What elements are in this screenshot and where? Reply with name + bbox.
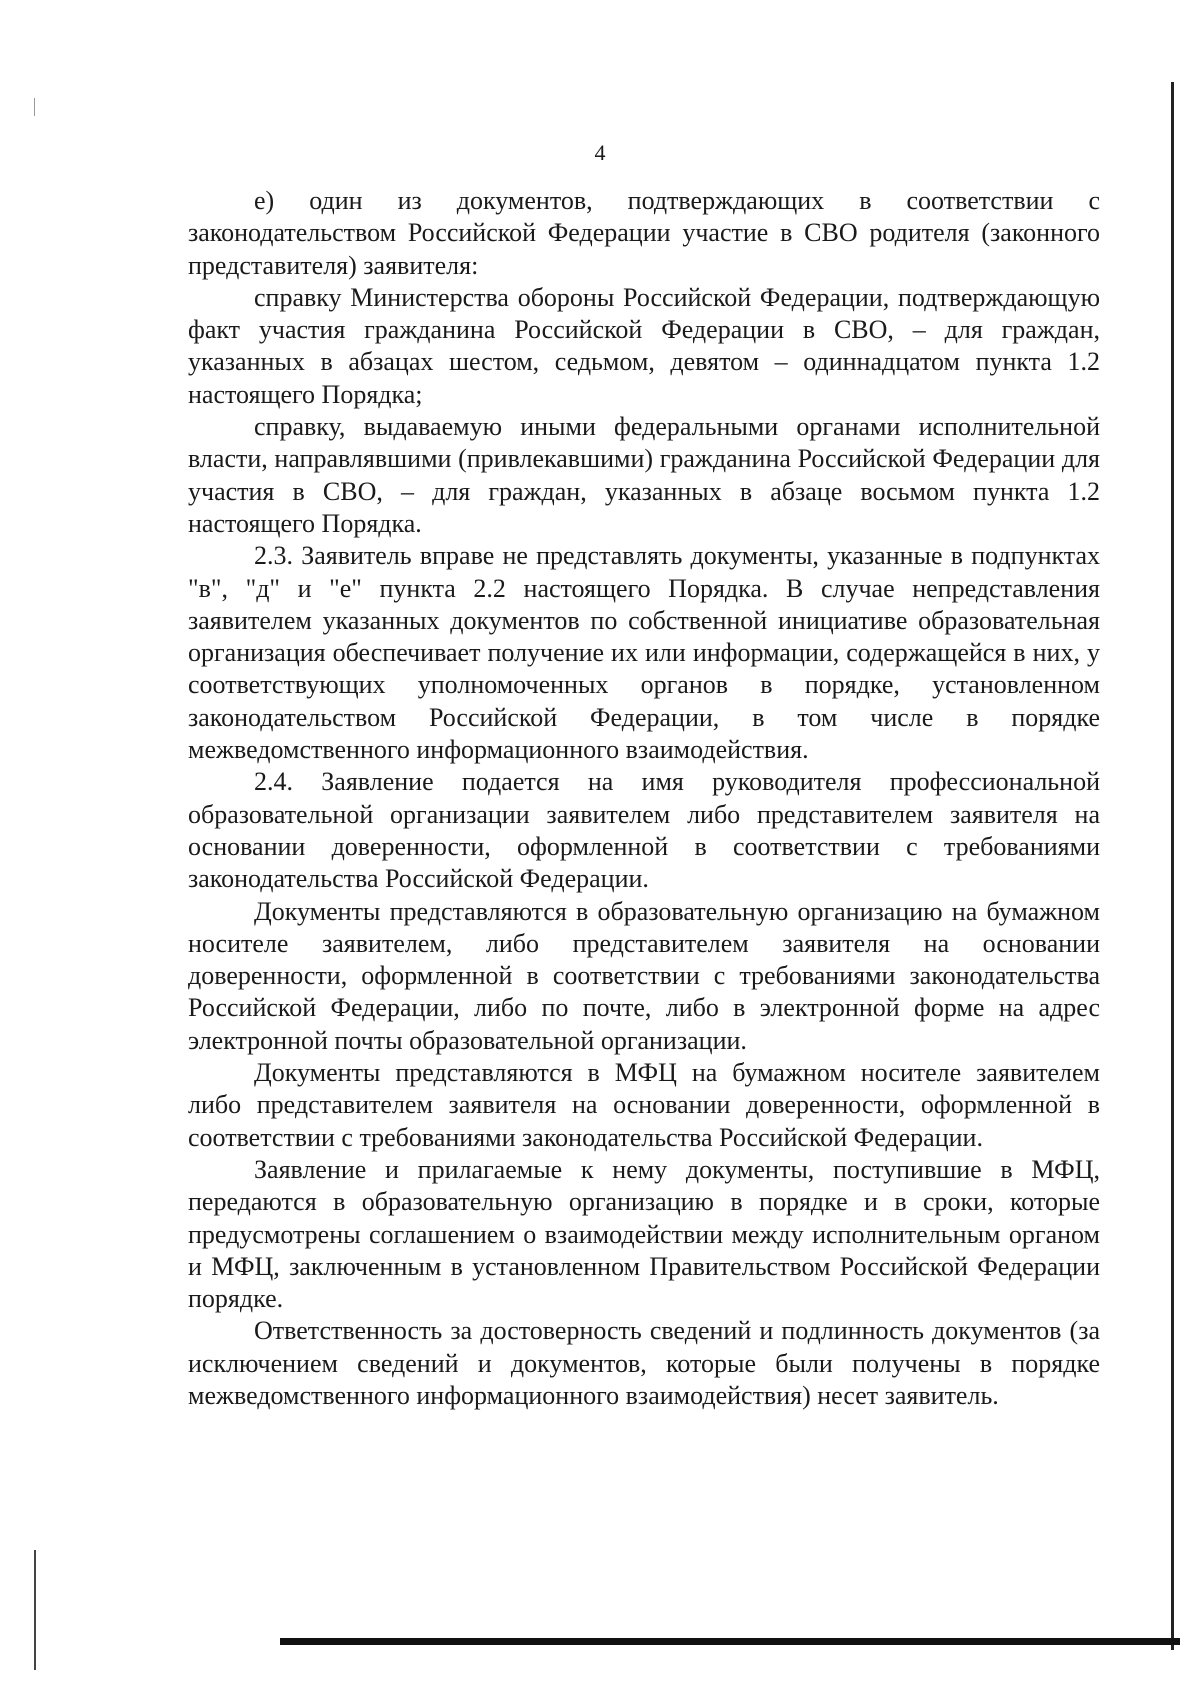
paragraph-2-3: 2.3. Заявитель вправе не представлять документы, указанные в подпунктах "в", "д" и "е" пункта 2.2 настоящего Порядка. В случае непредставления заявителем указанных документов по собственной инициативе образовательная организация обеспечивает получение их или информации, содержащейся в них, у соответствующих уполномоченных органов в порядке, установленном законодательством Российской Федерации, в том числе в порядке межведомственного информационного взаимодействия. [188,541,1100,765]
paragraph-documents-submission: Документы представляются в образовательную организацию на бумажном носителе заявителем, либо представителем заявителя на основании доверенности, оформленной в соответствии с требованиями законодательства Российской Федерации, либо по почте, либо в электронной форме на адрес электронной почты образовательной организации. [188,896,1100,1055]
scan-border-bottom [280,1638,1180,1645]
scan-border-left [34,1550,36,1670]
paragraph-federal-certificate: справку, выдаваемую иными федеральными органами исполнительной власти, направлявшими (привлекавшими) гражданина Российской Федерации для участия в СВО, – для граждан, указанных в абзаце восьмом пункта 1.2 настоящего Порядка. [188,412,1100,538]
page-number: 4 [594,140,606,165]
paragraph-responsibility: Ответственность за достоверность сведений и подлинность документов (за исключением сведений и документов, которые были получены в порядке межведомственного информационного взаимодействия) несет заявитель. [188,1316,1100,1410]
scan-artifact-mark [34,98,35,116]
paragraph-item-e: е) один из документов, подтверждающих в соответствии с законодательством Российской Федерации участие в СВО родителя (законного представителя) заявителя: [188,186,1100,280]
document-body [188,185,1100,1412]
scan-border-right [1171,82,1174,1650]
paragraph-mfc-transfer: Заявление и прилагаемые к нему документы, поступившие в МФЦ, передаются в образовательную организацию в порядке и в сроки, которые предусмотрены соглашением о взаимодействии между исполнительным органом и МФЦ, заключенным в установленном Правительством Российской Федерации порядке. [188,1154,1100,1314]
paragraph-2-4: 2.4. Заявление подается на имя руководителя профессиональной образовательной организации заявителем либо представителем заявителя на основании доверенности, оформленной в соответствии с требованиями законодательства Российской Федерации. [188,767,1100,894]
paragraph-mfc-submission: Документы представляются в МФЦ на бумажном носителе заявителем либо представителем заявителя на основании доверенности, оформленной в соответствии с требованиями законодательства Российской Федерации. [188,1058,1100,1152]
paragraph-mod-certificate: справку Министерства обороны Российской Федерации, подтверждающую факт участия гражданина Российской Федерации в СВО, – для граждан, указанных в абзацах шестом, седьмом, девятом – одиннадцатом пункта 1.2 настоящего Порядка; [188,282,1100,409]
